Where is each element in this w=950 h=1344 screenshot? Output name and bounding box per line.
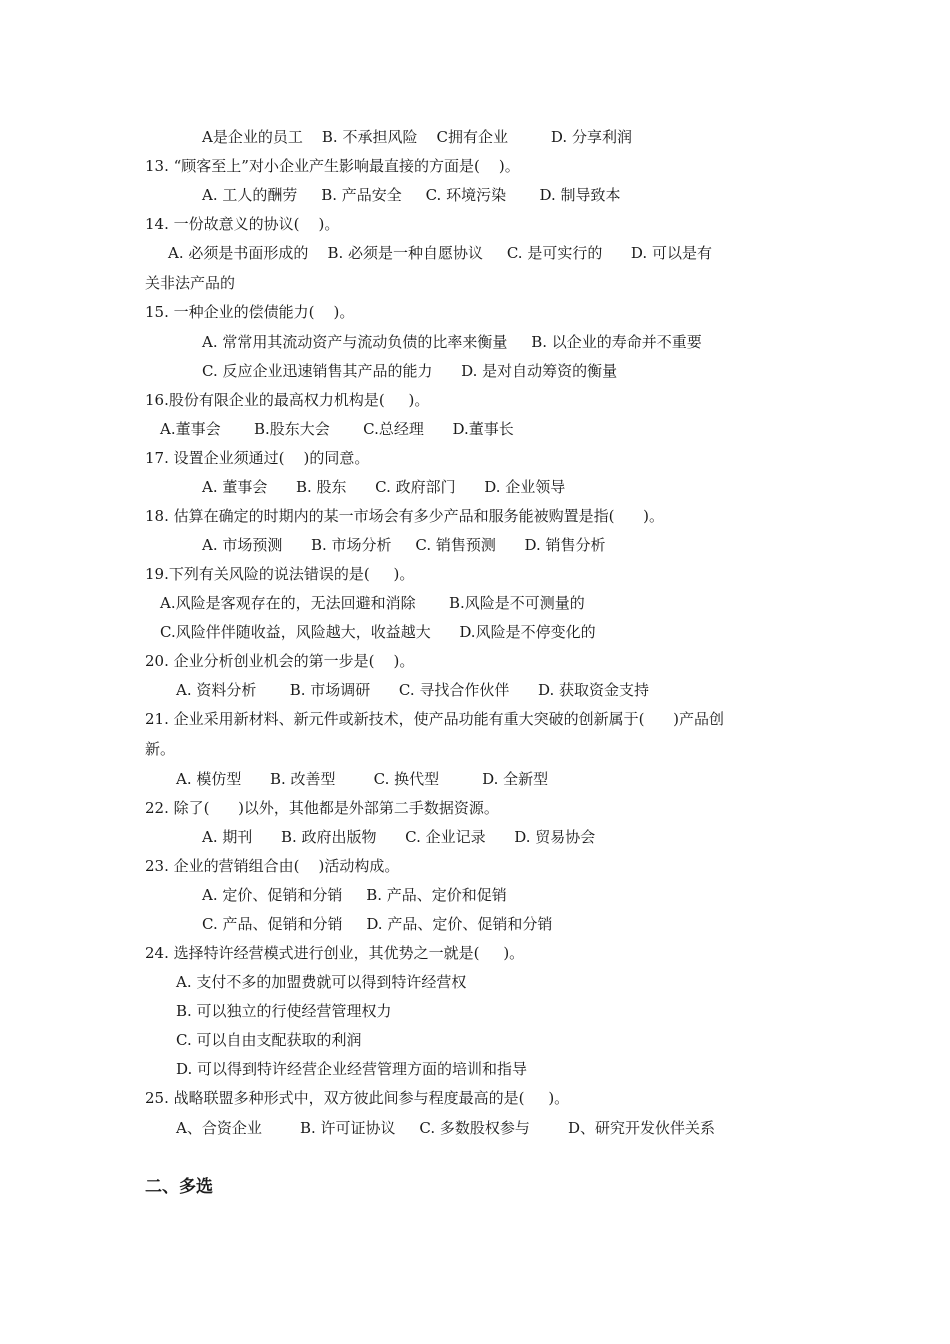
options-q20: A. 资料分析 B. 市场调研 C. 寻找合作伙伴 D. 获取资金支持 (176, 681, 650, 699)
question-17: 17. 设置企业须通过( )的同意。 (145, 449, 370, 467)
question-21: 21. 企业采用新材料、新元件或新技术，使产品功能有重大突破的创新属于( )产品创 (145, 710, 724, 728)
question-21-continuation: 新。 (145, 740, 176, 758)
options-q22: A. 期刊 B. 政府出版物 C. 企业记录 D. 贸易协会 (202, 828, 596, 846)
question-22: 22. 除了( )以外，其他都是外部第二手数据资源。 (145, 799, 499, 817)
options-q24-b: B. 可以独立的行使经营管理权力 (176, 1002, 392, 1020)
options-q14: A. 必须是书面形成的 B. 必须是一种自愿协议 C. 是可实行的 D. 可以是有 (168, 244, 712, 262)
options-q14-continuation: 关非法产品的 (145, 274, 236, 292)
options-q18: A. 市场预测 B. 市场分析 C. 销售预测 D. 销售分析 (202, 536, 606, 554)
question-20: 20. 企业分析创业机会的第一步是( )。 (145, 652, 415, 670)
options-q15-row1: A. 常常用其流动资产与流动负债的比率来衡量 B. 以企业的寿命并不重要 (202, 333, 702, 351)
options-q16: A.董事会 B.股东大会 C.总经理 D.董事长 (160, 420, 514, 438)
options-q19-row2: C.风险伴伴随收益，风险越大，收益越大 D.风险是不停变化的 (160, 623, 596, 641)
options-q24-d: D. 可以得到特许经营企业经营管理方面的培训和指导 (176, 1060, 528, 1078)
options-q13: A. 工人的酬劳 B. 产品安全 C. 环境污染 D. 制导致本 (202, 186, 621, 204)
options-q24-c: C. 可以自由支配获取的利润 (176, 1031, 362, 1049)
question-16: 16.股份有限企业的最高权力机构是( )。 (145, 391, 430, 409)
question-18: 18. 估算在确定的时期内的某一市场会有多少产品和服务能被购置是指( )。 (145, 507, 664, 525)
question-23: 23. 企业的营销组合由( )活动构成。 (145, 857, 400, 875)
question-19: 19.下列有关风险的说法错误的是( )。 (145, 565, 415, 583)
options-q17: A. 董事会 B. 股东 C. 政府部门 D. 企业领导 (202, 478, 566, 496)
options-q25: A、合资企业 B. 许可证协议 C. 多数股权参与 D、研究开发伙伴关系 (176, 1119, 716, 1137)
question-14: 14. 一份故意义的协议( )。 (145, 215, 340, 233)
question-13: 13. “顾客至上”对小企业产生影响最直接的方面是( )。 (145, 157, 520, 175)
options-q19-row1: A.风险是客观存在的，无法回避和消除 B.风险是不可测量的 (160, 594, 585, 612)
options-q23-row1: A. 定价、促销和分销 B. 产品、定价和促销 (202, 886, 507, 904)
question-15: 15. 一种企业的偿债能力( )。 (145, 303, 355, 321)
options-q12: A是企业的员工 B. 不承担风险 C拥有企业 D. 分享利润 (202, 128, 632, 146)
question-25: 25. 战略联盟多种形式中，双方彼此间参与程度最高的是( )。 (145, 1089, 570, 1107)
options-q24-a: A. 支付不多的加盟费就可以得到特许经营权 (176, 973, 467, 991)
options-q23-row2: C. 产品、促销和分销 D. 产品、定价、促销和分销 (202, 915, 553, 933)
options-q15-row2: C. 反应企业迅速销售其产品的能力 D. 是对自动筹资的衡量 (202, 362, 618, 380)
question-24: 24. 选择特许经营模式进行创业，其优势之一就是( )。 (145, 944, 525, 962)
options-q21: A. 模仿型 B. 改善型 C. 换代型 D. 全新型 (176, 770, 549, 788)
section-heading-multiple-choice: 二、多选 (145, 1177, 213, 1197)
